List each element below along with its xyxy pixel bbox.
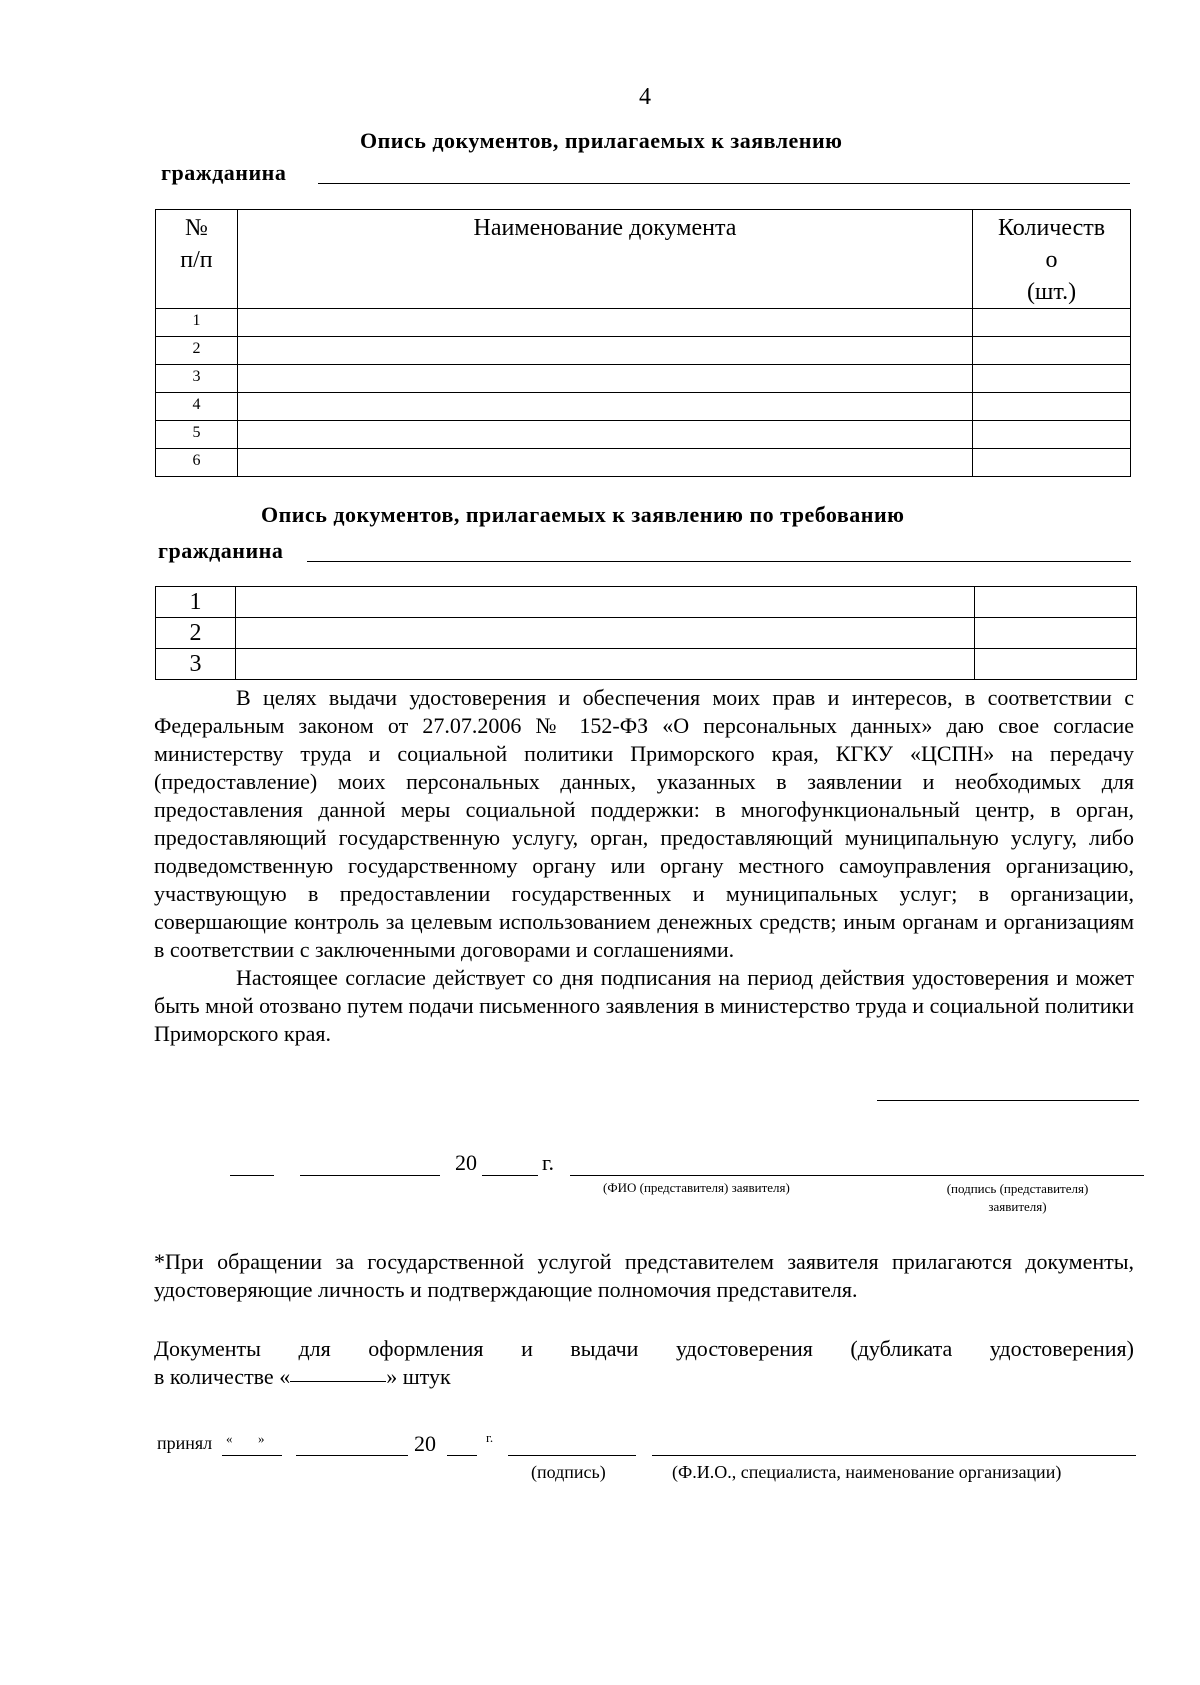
- row-number: 1: [156, 309, 238, 337]
- date-year-prefix: 20: [455, 1150, 477, 1175]
- accepted-signature-field[interactable]: [508, 1455, 636, 1456]
- row-number: 5: [156, 421, 238, 449]
- accepted-label: принял: [157, 1433, 213, 1453]
- row-quantity-cell[interactable]: [975, 618, 1137, 649]
- table-row: [156, 393, 1131, 421]
- section2-citizen-field[interactable]: [307, 561, 1131, 562]
- table-row: [156, 365, 1131, 393]
- documents-count-line2: [154, 1363, 451, 1391]
- section2-title: Опись документов, прилагаемых к заявлению по требованию: [261, 502, 905, 527]
- row-document-cell[interactable]: [235, 618, 974, 649]
- accepted-quote-close: »: [258, 1431, 265, 1446]
- section1-citizen-label: гражданина: [161, 160, 287, 185]
- table-row: [156, 337, 1131, 365]
- section1-citizen-field[interactable]: [318, 183, 1130, 184]
- header-quantity-text: Количеств о (шт.): [997, 215, 1106, 305]
- section1-title: Опись документов, прилагаемых к заявлению: [360, 128, 843, 153]
- row-quantity-cell[interactable]: [975, 649, 1137, 680]
- table-row: [156, 587, 1137, 618]
- count-field[interactable]: [290, 1381, 386, 1382]
- table-row: [156, 309, 1131, 337]
- row-quantity-cell[interactable]: [973, 337, 1131, 365]
- page-number: 4: [639, 84, 651, 110]
- date-year-suffix: г.: [542, 1150, 555, 1175]
- row-document-cell[interactable]: [237, 337, 972, 365]
- section2-citizen-label: гражданина: [158, 538, 284, 563]
- fio-caption: (ФИО (представителя) заявителя): [603, 1180, 790, 1195]
- row-document-cell[interactable]: [235, 649, 974, 680]
- accepted-month-field[interactable]: [296, 1455, 408, 1456]
- table-row: [156, 649, 1137, 680]
- row-document-cell[interactable]: [237, 309, 972, 337]
- accepted-day-field[interactable]: [222, 1455, 282, 1456]
- date-day-field[interactable]: [230, 1175, 274, 1176]
- fio-signature-field[interactable]: [570, 1175, 1144, 1176]
- row-document-cell[interactable]: [235, 587, 974, 618]
- row-document-cell[interactable]: [237, 421, 972, 449]
- accepted-year-prefix: 20: [414, 1431, 436, 1456]
- date-month-field[interactable]: [300, 1175, 440, 1176]
- row-number: 3: [156, 649, 236, 680]
- row-number: 4: [156, 393, 238, 421]
- accepted-quote-open: «: [226, 1431, 233, 1446]
- consent-signature-line[interactable]: [877, 1100, 1139, 1101]
- row-document-cell[interactable]: [237, 393, 972, 421]
- sign-caption-text: (подпись (представителя) заявителя): [946, 1181, 1089, 1214]
- consent-text: [154, 684, 1134, 1048]
- row-quantity-cell[interactable]: [973, 393, 1131, 421]
- extra-documents-table: [155, 586, 1137, 680]
- row-document-cell[interactable]: [237, 365, 972, 393]
- consent-paragraph-2: Настоящее согласие действует со дня подписания на период действия удостоверения и может быть мной отозвано путем подачи письменного заявления в министерство труда и социальной политики Приморского края.: [154, 965, 1134, 1046]
- table-header-row: [156, 210, 1131, 309]
- row-quantity-cell[interactable]: [973, 421, 1131, 449]
- consent-paragraph-1: В целях выдачи удостоверения и обеспечения моих прав и интересов, в соответствии с Федеральным законом от 27.07.2006 № 152-ФЗ «О персональных данных» даю свое согласие министерству труда и социальной политики Приморского края, КГКУ «ЦСПН» на передачу (предоставление) моих персональных данных, указанных в заявлении и необходимых для предоставления данной меры социальной поддержки: в многофункциональный центр, в орган, предоставляющий государственную услугу, орган, предоставляющий муниципальную услугу, либо подведомственную государственному органу или органу местного самоуправления организацию, участвующую в предоставлении государственных и муниципальных услуг; в организации, совершающие контроль за целевым использованием денежных средств; иным органам и организациям в соответствии с заключенными договорами и соглашениями.: [154, 685, 1134, 962]
- table-row: [156, 618, 1137, 649]
- row-number: 3: [156, 365, 238, 393]
- row-quantity-cell[interactable]: [973, 449, 1131, 477]
- row-quantity-cell[interactable]: [973, 309, 1131, 337]
- accepted-sign-caption: (подпись): [531, 1462, 606, 1482]
- row-number: 1: [156, 587, 236, 618]
- row-quantity-cell[interactable]: [973, 365, 1131, 393]
- count-prefix: в количестве «: [154, 1364, 291, 1389]
- documents-table: [155, 209, 1131, 477]
- header-quantity: [973, 210, 1131, 309]
- row-number: 2: [156, 618, 236, 649]
- header-number-text: № п/п: [180, 215, 213, 273]
- row-number: 2: [156, 337, 238, 365]
- accepted-year-field[interactable]: [447, 1455, 477, 1456]
- accepted-fio-caption: (Ф.И.О., специалиста, наименование организации): [672, 1462, 1062, 1482]
- accepted-year-suffix: г.: [486, 1430, 494, 1445]
- table-row: [156, 449, 1131, 477]
- sign-caption: [930, 1180, 1105, 1216]
- row-number: 6: [156, 449, 238, 477]
- table-row: [156, 421, 1131, 449]
- date-year-field[interactable]: [482, 1175, 538, 1176]
- documents-count-line1: Документы для оформления и выдачи удостоверения (дубликата удостоверения): [154, 1336, 1134, 1361]
- count-suffix: » штук: [386, 1364, 451, 1389]
- row-quantity-cell[interactable]: [975, 587, 1137, 618]
- header-number: [156, 210, 238, 309]
- header-document-name: Наименование документа: [237, 210, 972, 309]
- accepted-fio-field[interactable]: [652, 1455, 1136, 1456]
- representative-note: *При обращении за государственной услугой представителем заявителя прилагаются документы, удостоверяющие личность и подтверждающие полномочия представителя.: [154, 1249, 1134, 1302]
- row-document-cell[interactable]: [237, 449, 972, 477]
